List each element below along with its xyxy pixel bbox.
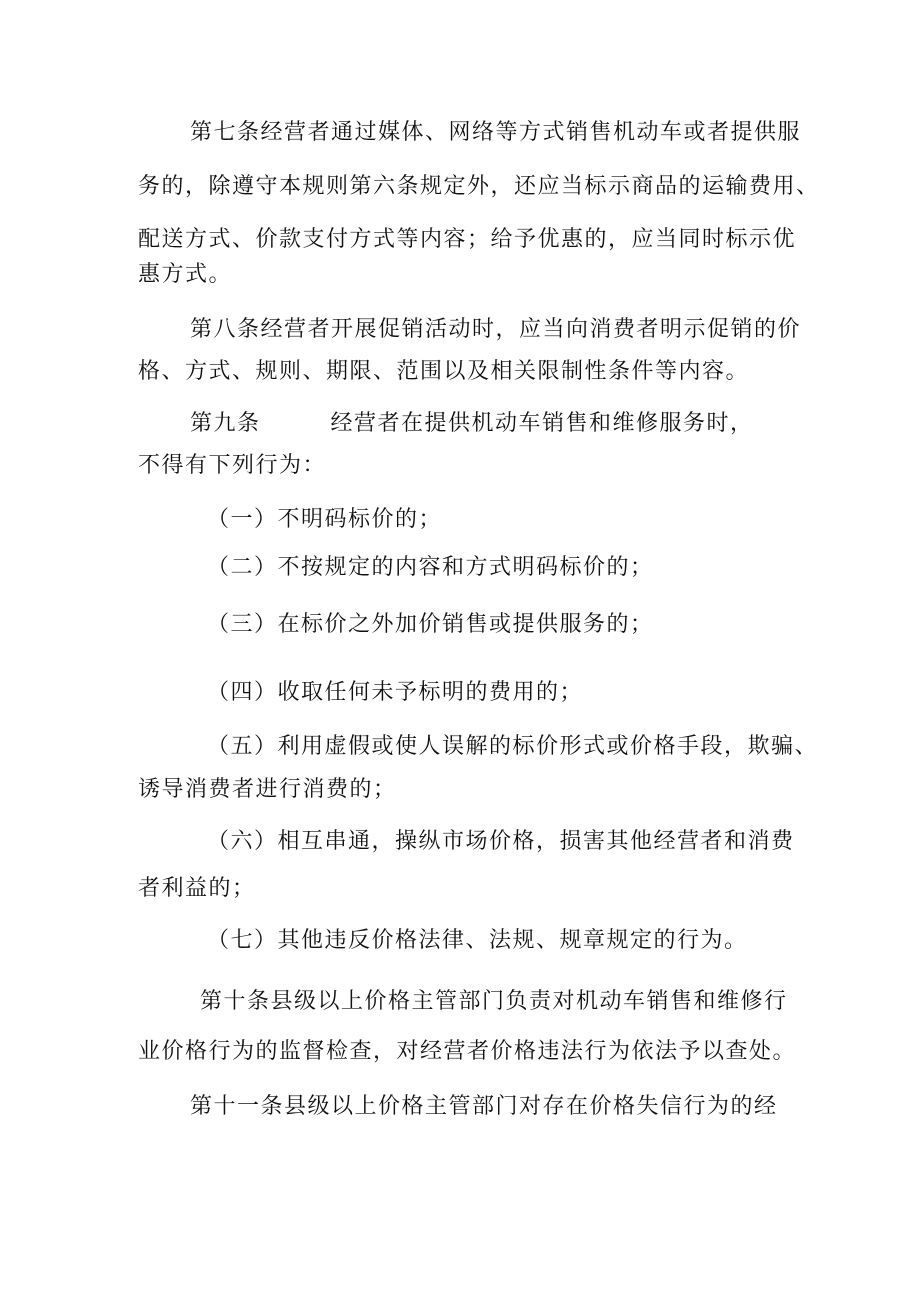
article9-item4: （四）收取任何未予标明的费用的； bbox=[207, 680, 584, 705]
article8-line2: 格、方式、规则、期限、范围以及相关限制性条件等内容。 bbox=[138, 359, 750, 384]
article9-item7: （七）其他违反价格法律、法规、规章规定的行为。 bbox=[207, 928, 748, 953]
article9-item6-line1: （六）相互串通，操纵市场价格，损害其他经营者和消费 bbox=[207, 829, 795, 854]
article9-item5-line2: 诱导消费者进行消费的； bbox=[138, 777, 397, 802]
article7-line3: 配送方式、价款支付方式等内容；给予优惠的，应当同时标示优 bbox=[138, 227, 797, 252]
article9-line1 bbox=[190, 409, 754, 439]
article11-line1: 第十一条县级以上价格主管部门对存在价格失信行为的经 bbox=[190, 1094, 778, 1119]
article7-line1: 第七条经营者通过媒体、网络等方式销售机动车或者提供服 bbox=[190, 120, 802, 145]
article9-item2: （二）不按规定的内容和方式明码标价的； bbox=[207, 555, 654, 580]
article9-item3: （三）在标价之外加价销售或提供服务的； bbox=[207, 612, 654, 637]
article8-line1: 第八条经营者开展促销活动时，应当向消费者明示促销的价 bbox=[190, 317, 802, 342]
article9-item1: （一）不明码标价的； bbox=[207, 507, 443, 532]
article9-item5-line1: （五）利用虚假或使人误解的标价形式或价格手段，欺骗、 bbox=[207, 734, 819, 759]
article9-number: 第九条 bbox=[190, 411, 261, 436]
article9-line1-text: 经营者在提供机动车销售和维修服务时， bbox=[330, 411, 754, 436]
article9-line2: 不得有下列行为： bbox=[138, 453, 327, 478]
article10-line1: 第十条县级以上价格主管部门负责对机动车销售和维修行 bbox=[200, 989, 788, 1014]
article7-line4: 惠方式。 bbox=[138, 262, 233, 287]
article9-item6-line2: 者利益的； bbox=[138, 876, 256, 901]
article7-line2: 务的，除遵守本规则第六条规定外，还应当标示商品的运输费用、 bbox=[138, 174, 820, 199]
article10-line2: 业价格行为的监督检查，对经营者价格违法行为依法予以查处。 bbox=[138, 1039, 797, 1064]
